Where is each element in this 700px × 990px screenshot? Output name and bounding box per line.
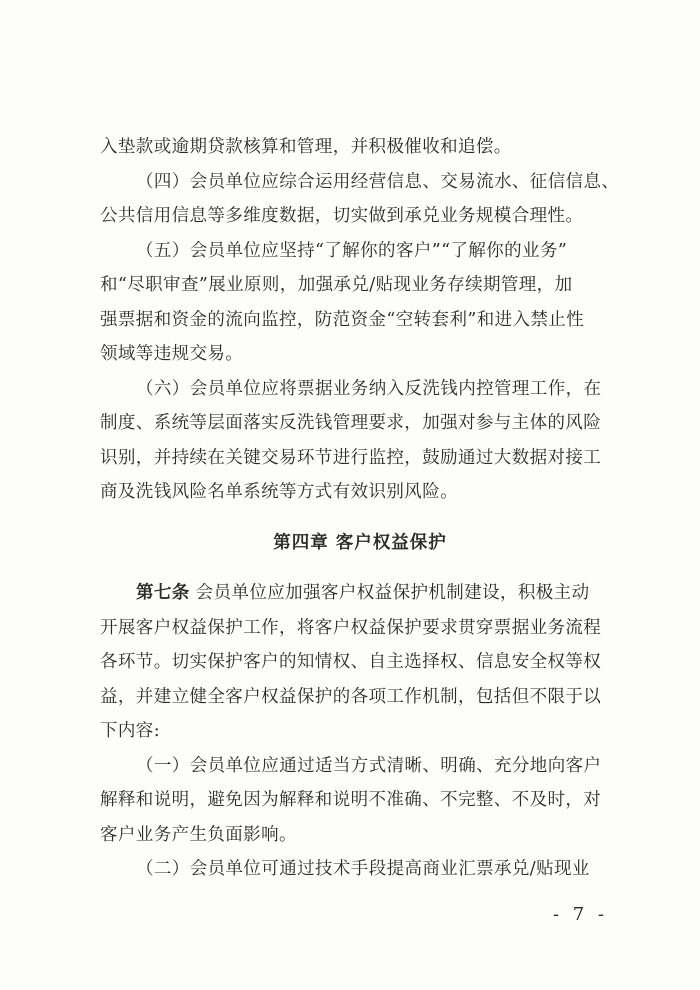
article-7-first-line	[100, 576, 620, 611]
text-line: 解释和说明，避免因为解释和说明不准确、不完整、不及时，对	[100, 790, 602, 810]
text-line: 和“尽职审查”展业原则，加强承兑/贴现业务存续期管理，加	[100, 275, 573, 295]
article-label: 第七条	[136, 583, 190, 603]
paragraph-item-1: （一）会员单位应通过适当方式清晰、明确、充分地向客户	[136, 755, 602, 776]
chapter-title: 第四章 客户权益保护	[273, 532, 447, 553]
article-text: 会员单位应加强客户权益保护机制建设，积极主动	[189, 583, 590, 603]
text-line: 开展客户权益保护工作，将客户权益保护要求贯穿票据业务流程	[100, 617, 602, 638]
text-line: 下内容:	[100, 721, 160, 741]
text-line: 识别，并持续在关键交易环节进行监控，鼓励通过大数据对接工	[100, 447, 602, 468]
paragraph-item-4: （四）会员单位应综合运用经营信息、交易流水、征信信息、	[136, 171, 620, 192]
paragraph-item-2: （二）会员单位可通过技术手段提高商业汇票承兑/贴现业	[136, 859, 590, 879]
text-line: 入垫款或逾期贷款核算和管理，并积极催收和追偿。	[100, 137, 512, 157]
paragraph-item-5: （五）会员单位应坚持“了解你的客户”“了解你的业务”	[136, 240, 568, 261]
text-line: 领域等违规交易。	[100, 344, 244, 364]
paragraph-item-6: （六）会员单位应将票据业务纳入反洗钱内控管理工作，在	[136, 378, 602, 399]
text-line: 客户业务产生负面影响。	[100, 824, 297, 845]
text-line: 益，并建立健全客户权益保护的各项工作机制，包括但不限于以	[100, 686, 602, 707]
document-body	[100, 130, 620, 887]
text-line: 商及洗钱风险名单系统等方式有效识别风险。	[100, 482, 458, 502]
text-line: 各环节。切实保护客户的知情权、自主选择权、信息安全权等权	[100, 652, 602, 672]
text-line: 公共信用信息等多维度数据，切实做到承兑业务规模合理性。	[100, 206, 584, 226]
text-line: 制度、系统等层面落实反洗钱管理要求，加强对参与主体的风险	[100, 413, 602, 433]
text-line: 强票据和资金的流向监控，防范资金“空转套利”和进入禁止性	[100, 309, 585, 330]
page-number: - 7 -	[552, 904, 608, 925]
